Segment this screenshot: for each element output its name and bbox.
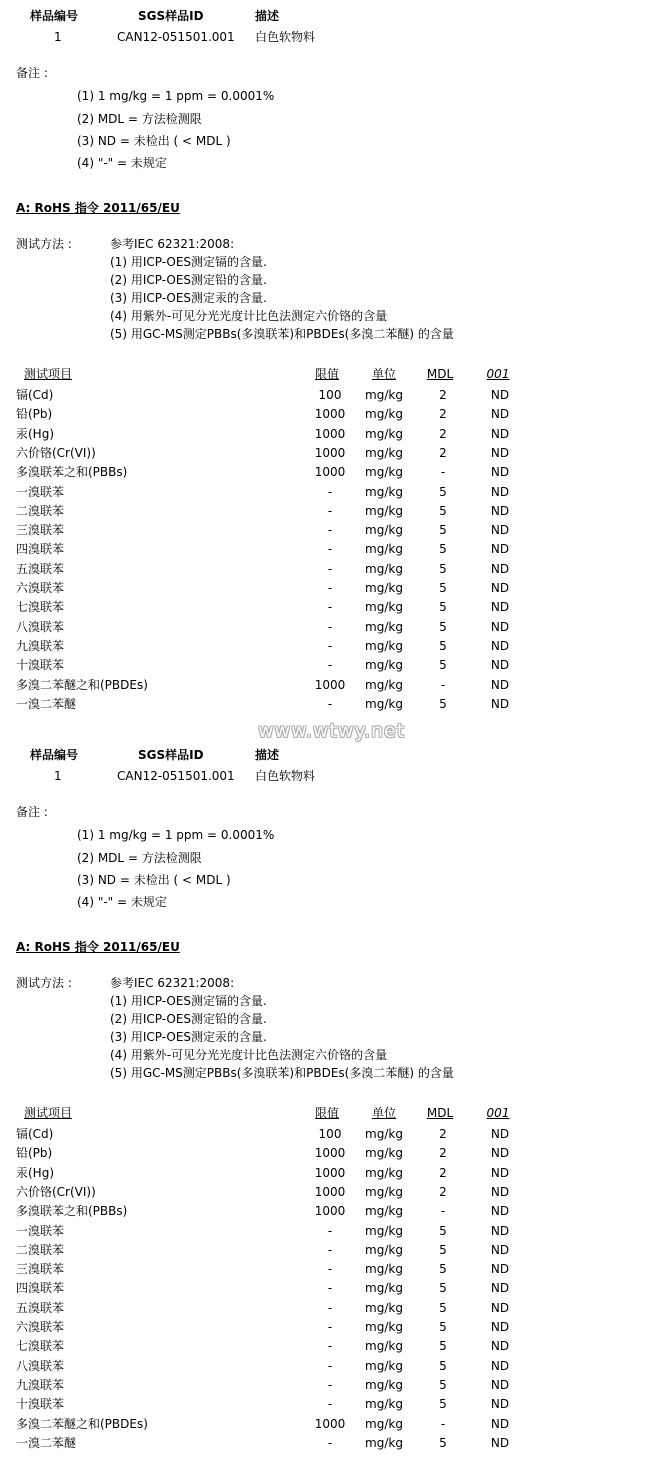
header-result: 001: [486, 367, 510, 381]
row-limit: -: [327, 484, 333, 499]
row-mdl: 5: [439, 1262, 447, 1277]
row-mdl: 5: [439, 600, 447, 615]
table-row: [0, 1204, 650, 1223]
row-mdl: 5: [439, 638, 447, 653]
sample-no-value: 1: [54, 769, 62, 783]
row-item: 多溴联苯之和(PBBs): [16, 1204, 128, 1219]
description-header: 描述: [255, 748, 280, 762]
row-unit: mg/kg: [365, 1320, 403, 1334]
method-line-5: (5) 用GC-MS测定PBBs(多溴联苯)和PBDEs(多溴二苯醚) 的含量: [110, 327, 454, 341]
row-result: ND: [490, 484, 510, 499]
row-item: 多溴二苯醚之和(PBDEs): [16, 1416, 148, 1431]
row-item: 六溴联苯: [16, 1320, 65, 1334]
row-mdl: 5: [439, 581, 447, 595]
row-limit: -: [327, 638, 333, 653]
sgs-id-value: CAN12-051501.001: [117, 769, 235, 783]
row-limit: 1000: [314, 465, 346, 480]
row-item: 镉(Cd): [16, 1127, 54, 1141]
row-mdl: 2: [439, 388, 447, 402]
row-mdl: 5: [439, 1320, 447, 1334]
row-limit: 100: [318, 388, 342, 402]
row-item: 汞(Hg): [16, 426, 55, 441]
table-row: [0, 465, 650, 484]
row-result: ND: [490, 503, 510, 518]
row-item: 四溴联苯: [16, 542, 65, 557]
row-unit: mg/kg: [365, 523, 403, 538]
row-item: 五溴联苯: [16, 1300, 65, 1315]
row-item: 汞(Hg): [16, 1165, 55, 1180]
row-item: 九溴联苯: [16, 638, 65, 653]
table-row: [0, 562, 650, 581]
row-item: 八溴联苯: [16, 1358, 65, 1373]
row-limit: -: [327, 561, 333, 576]
row-limit: -: [327, 658, 333, 673]
section-title: A: RoHS 指令 2011/65/EU: [16, 201, 180, 215]
row-limit: -: [327, 1242, 333, 1257]
row-result: ND: [490, 1165, 510, 1180]
row-mdl: 5: [439, 1339, 447, 1354]
note-3: (3) ND = 未检出 ( < MDL ): [77, 873, 231, 887]
table-row: [0, 1417, 650, 1436]
row-item: 一溴联苯: [16, 484, 65, 499]
row-mdl: 5: [439, 1397, 447, 1412]
row-limit: -: [327, 542, 333, 557]
row-mdl: 5: [439, 696, 447, 711]
header-limit: 限值: [314, 1106, 340, 1120]
row-unit: mg/kg: [365, 1358, 403, 1373]
row-result: ND: [490, 1339, 510, 1354]
row-item: 三溴联苯: [16, 1262, 65, 1277]
header-item: 测试项目: [24, 367, 73, 381]
row-unit: mg/kg: [365, 1223, 403, 1238]
row-unit: mg/kg: [365, 1416, 403, 1431]
row-unit: mg/kg: [365, 1204, 403, 1219]
row-unit: mg/kg: [365, 1146, 403, 1161]
row-limit: 1000: [314, 1416, 346, 1431]
row-result: ND: [490, 561, 510, 576]
row-limit: -: [327, 503, 333, 518]
row-unit: mg/kg: [365, 1435, 403, 1450]
row-unit: mg/kg: [365, 561, 403, 576]
row-limit: -: [327, 696, 333, 711]
row-item: 一溴二苯醚: [16, 696, 77, 711]
table-row: [0, 600, 650, 619]
row-result: ND: [490, 1146, 510, 1161]
row-unit: mg/kg: [365, 1184, 403, 1199]
table-row: [0, 407, 650, 426]
row-mdl: 5: [439, 561, 447, 576]
row-limit: 100: [318, 1127, 342, 1141]
note-1: (1) 1 mg/kg = 1 ppm = 0.0001%: [77, 828, 275, 842]
table-row: [0, 1127, 650, 1146]
row-item: 一溴二苯醚: [16, 1435, 77, 1450]
table-row: [0, 1166, 650, 1185]
row-limit: -: [327, 1300, 333, 1315]
header-item: 测试项目: [24, 1106, 73, 1120]
description-value: 白色软物料: [255, 30, 316, 44]
row-result: ND: [490, 1300, 510, 1315]
row-item: 七溴联苯: [16, 1339, 65, 1354]
row-limit: -: [327, 1320, 333, 1334]
row-result: ND: [490, 600, 510, 615]
table-row: [0, 427, 650, 446]
description-value: 白色软物料: [255, 769, 316, 783]
row-unit: mg/kg: [365, 658, 403, 673]
row-mdl: 5: [439, 619, 447, 634]
note-4: (4) "-" = 未规定: [77, 156, 167, 170]
row-item: 七溴联苯: [16, 600, 65, 615]
row-limit: 1000: [314, 426, 346, 441]
table-row: [0, 620, 650, 639]
row-result: ND: [490, 1184, 510, 1199]
row-unit: mg/kg: [365, 542, 403, 557]
header-unit: 单位: [371, 367, 397, 381]
row-item: 二溴联苯: [16, 1242, 65, 1257]
table-row: [0, 1359, 650, 1378]
row-mdl: 2: [439, 407, 447, 422]
row-limit: -: [327, 1223, 333, 1238]
method-label: 测试方法 :: [16, 237, 72, 251]
table-row: [0, 1320, 650, 1339]
row-unit: mg/kg: [365, 1242, 403, 1257]
row-unit: mg/kg: [365, 1281, 403, 1296]
row-result: ND: [490, 619, 510, 634]
row-item: 镉(Cd): [16, 388, 54, 402]
row-unit: mg/kg: [365, 1397, 403, 1412]
row-limit: 1000: [314, 407, 346, 422]
row-limit: -: [327, 523, 333, 538]
table-row: [0, 1262, 650, 1281]
table-row: [0, 658, 650, 677]
row-result: ND: [490, 388, 510, 402]
row-result: ND: [490, 1262, 510, 1277]
row-limit: -: [327, 1397, 333, 1412]
row-limit: 1000: [314, 1184, 346, 1199]
row-item: 五溴联苯: [16, 561, 65, 576]
row-item: 六溴联苯: [16, 581, 65, 595]
notes-label: 备注 :: [16, 805, 48, 819]
row-unit: mg/kg: [365, 581, 403, 595]
row-limit: -: [327, 581, 333, 595]
row-item: 八溴联苯: [16, 619, 65, 634]
method-line-0: 参考IEC 62321:2008:: [110, 237, 235, 251]
method-line-5: (5) 用GC-MS测定PBBs(多溴联苯)和PBDEs(多溴二苯醚) 的含量: [110, 1066, 454, 1080]
row-limit: -: [327, 1262, 333, 1277]
row-mdl: 5: [439, 1300, 447, 1315]
watermark: www.wtwy.net: [258, 720, 406, 742]
row-limit: -: [327, 600, 333, 615]
row-mdl: 5: [439, 1358, 447, 1373]
row-result: ND: [490, 638, 510, 653]
note-1: (1) 1 mg/kg = 1 ppm = 0.0001%: [77, 89, 275, 103]
row-mdl: 5: [439, 658, 447, 673]
table-row: [0, 581, 650, 600]
row-mdl: -: [440, 677, 446, 692]
table-row: [0, 1185, 650, 1204]
section-title: A: RoHS 指令 2011/65/EU: [16, 940, 180, 954]
row-unit: mg/kg: [365, 484, 403, 499]
table-row: [0, 1281, 650, 1300]
row-result: ND: [490, 407, 510, 422]
row-limit: -: [327, 1377, 333, 1392]
table-row: [0, 1436, 650, 1455]
row-limit: 1000: [314, 677, 346, 692]
description-header: 描述: [255, 9, 280, 23]
method-line-0: 参考IEC 62321:2008:: [110, 976, 235, 990]
row-result: ND: [490, 1204, 510, 1219]
row-mdl: 5: [439, 523, 447, 538]
sample-no-header: 样品编号: [30, 9, 79, 23]
row-limit: 1000: [314, 1165, 346, 1180]
sgs-id-header: SGS样品ID: [138, 9, 204, 23]
method-line-2: (2) 用ICP-OES测定铅的含量.: [110, 273, 267, 287]
row-mdl: 2: [439, 445, 447, 460]
table-row: [0, 542, 650, 561]
row-mdl: 5: [439, 542, 447, 557]
row-mdl: 5: [439, 1435, 447, 1450]
row-mdl: 2: [439, 426, 447, 441]
method-line-3: (3) 用ICP-OES测定汞的含量.: [110, 291, 267, 305]
row-limit: -: [327, 619, 333, 634]
table-row: [0, 1378, 650, 1397]
sample-no-header: 样品编号: [30, 748, 79, 762]
table-row: [0, 485, 650, 504]
row-unit: mg/kg: [365, 677, 403, 692]
row-limit: 1000: [314, 445, 346, 460]
row-result: ND: [490, 581, 510, 595]
row-unit: mg/kg: [365, 619, 403, 634]
note-3: (3) ND = 未检出 ( < MDL ): [77, 134, 231, 148]
row-result: ND: [490, 426, 510, 441]
row-mdl: 2: [439, 1165, 447, 1180]
table-row: [0, 523, 650, 542]
row-mdl: 5: [439, 1242, 447, 1257]
table-row: [0, 697, 650, 716]
row-result: ND: [490, 1377, 510, 1392]
header-limit: 限值: [314, 367, 340, 381]
header-mdl: MDL: [426, 367, 454, 381]
note-4: (4) "-" = 未规定: [77, 895, 167, 909]
table-row: [0, 504, 650, 523]
row-item: 九溴联苯: [16, 1377, 65, 1392]
row-item: 十溴联苯: [16, 658, 65, 673]
header-unit: 单位: [371, 1106, 397, 1120]
row-unit: mg/kg: [365, 407, 403, 422]
method-line-3: (3) 用ICP-OES测定汞的含量.: [110, 1030, 267, 1044]
row-item: 三溴联苯: [16, 523, 65, 538]
row-mdl: -: [440, 465, 446, 480]
table-row: [0, 446, 650, 465]
row-unit: mg/kg: [365, 696, 403, 711]
row-mdl: 5: [439, 1377, 447, 1392]
table-row: [0, 388, 650, 407]
row-unit: mg/kg: [365, 1300, 403, 1315]
sample-no-value: 1: [54, 30, 62, 44]
row-item: 十溴联苯: [16, 1397, 65, 1412]
row-result: ND: [490, 658, 510, 673]
report-block: [0, 739, 650, 1478]
row-item: 铅(Pb): [16, 1146, 53, 1161]
table-header: [0, 367, 650, 386]
note-2: (2) MDL = 方法检测限: [77, 851, 202, 865]
row-mdl: 2: [439, 1184, 447, 1199]
row-mdl: -: [440, 1204, 446, 1219]
table-header: [0, 1106, 650, 1125]
row-unit: mg/kg: [365, 600, 403, 615]
row-result: ND: [490, 465, 510, 480]
row-mdl: 5: [439, 503, 447, 518]
row-unit: mg/kg: [365, 1377, 403, 1392]
notes-label: 备注 :: [16, 66, 48, 80]
row-unit: mg/kg: [365, 1339, 403, 1354]
row-unit: mg/kg: [365, 1127, 403, 1141]
sgs-id-value: CAN12-051501.001: [117, 30, 235, 44]
row-mdl: -: [440, 1416, 446, 1431]
method-line-1: (1) 用ICP-OES测定镉的含量.: [110, 255, 267, 269]
method-line-4: (4) 用紫外-可见分光光度计比色法测定六价铬的含量: [110, 1048, 388, 1062]
row-unit: mg/kg: [365, 1262, 403, 1277]
method-line-1: (1) 用ICP-OES测定镉的含量.: [110, 994, 267, 1008]
table-row: [0, 678, 650, 697]
table-row: [0, 1301, 650, 1320]
table-row: [0, 1243, 650, 1262]
row-result: ND: [490, 1397, 510, 1412]
row-mdl: 5: [439, 1223, 447, 1238]
row-limit: -: [327, 1358, 333, 1373]
row-item: 六价铬(Cr(VI)): [16, 1184, 96, 1199]
method-label: 测试方法 :: [16, 976, 72, 990]
row-result: ND: [490, 1223, 510, 1238]
row-result: ND: [490, 523, 510, 538]
method-line-4: (4) 用紫外-可见分光光度计比色法测定六价铬的含量: [110, 309, 388, 323]
table-row: [0, 1146, 650, 1165]
note-2: (2) MDL = 方法检测限: [77, 112, 202, 126]
row-result: ND: [490, 445, 510, 460]
row-limit: -: [327, 1435, 333, 1450]
row-mdl: 5: [439, 1281, 447, 1296]
row-result: ND: [490, 1358, 510, 1373]
row-result: ND: [490, 1127, 510, 1141]
row-item: 多溴联苯之和(PBBs): [16, 465, 128, 480]
row-unit: mg/kg: [365, 465, 403, 480]
row-unit: mg/kg: [365, 638, 403, 653]
row-unit: mg/kg: [365, 426, 403, 441]
row-unit: mg/kg: [365, 388, 403, 402]
row-mdl: 2: [439, 1146, 447, 1161]
row-unit: mg/kg: [365, 503, 403, 518]
method-line-2: (2) 用ICP-OES测定铅的含量.: [110, 1012, 267, 1026]
row-limit: -: [327, 1339, 333, 1354]
row-limit: 1000: [314, 1204, 346, 1219]
table-row: [0, 639, 650, 658]
header-result: 001: [486, 1106, 510, 1120]
row-item: 铅(Pb): [16, 407, 53, 422]
row-result: ND: [490, 542, 510, 557]
table-row: [0, 1397, 650, 1416]
row-item: 二溴联苯: [16, 503, 65, 518]
row-item: 一溴联苯: [16, 1223, 65, 1238]
row-result: ND: [490, 677, 510, 692]
row-limit: 1000: [314, 1146, 346, 1161]
row-item: 四溴联苯: [16, 1281, 65, 1296]
table-row: [0, 1339, 650, 1358]
row-mdl: 5: [439, 484, 447, 499]
row-result: ND: [490, 1281, 510, 1296]
row-limit: -: [327, 1281, 333, 1296]
row-result: ND: [490, 696, 510, 711]
header-mdl: MDL: [426, 1106, 454, 1120]
row-result: ND: [490, 1435, 510, 1450]
table-row: [0, 1224, 650, 1243]
row-item: 多溴二苯醚之和(PBDEs): [16, 677, 148, 692]
row-item: 六价铬(Cr(VI)): [16, 445, 96, 460]
row-result: ND: [490, 1242, 510, 1257]
row-result: ND: [490, 1320, 510, 1334]
sgs-id-header: SGS样品ID: [138, 748, 204, 762]
row-unit: mg/kg: [365, 1165, 403, 1180]
row-unit: mg/kg: [365, 445, 403, 460]
row-mdl: 2: [439, 1127, 447, 1141]
row-result: ND: [490, 1416, 510, 1431]
